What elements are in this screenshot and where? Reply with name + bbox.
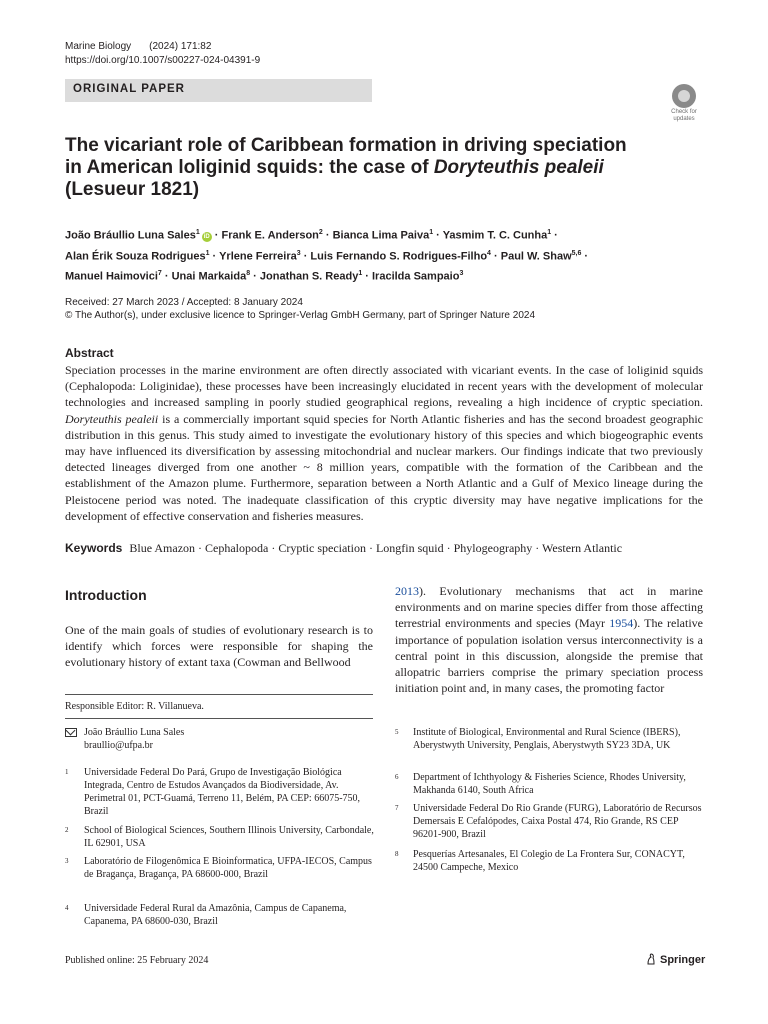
author-name: Unai Markaida [171, 270, 247, 283]
affiliation-number: 5 [395, 728, 399, 736]
footnote-divider-2 [65, 718, 373, 719]
footnote-divider [65, 694, 373, 695]
submission-dates: Received: 27 March 2023 / Accepted: 8 January 2024 [65, 297, 303, 308]
author-affiliation: 3 [296, 249, 301, 257]
keywords-label: Keywords [65, 541, 123, 555]
title-species: Doryteuthis pealeii [433, 157, 604, 178]
author-affiliation: 4 [487, 249, 491, 257]
author-name: Yrlene Ferreira [219, 250, 297, 263]
author-name: Paul W. Shaw [500, 250, 572, 263]
author-name: Iracilda Sampaio [372, 270, 460, 283]
publisher-logo [646, 953, 705, 966]
citation-link-2013[interactable]: 2013 [395, 584, 419, 598]
author-affiliation: 1 [205, 249, 210, 257]
affiliation-text: Institute of Biological, Environmental and Rural Science (IBERS), Aberystwyth University, Penglais, Aberystwyth SY23 3DA, UK [413, 727, 681, 751]
keywords [65, 541, 705, 556]
publisher-name: Springer [660, 954, 706, 966]
author-affiliation: 1 [429, 229, 434, 236]
affiliation-number: 7 [395, 804, 399, 812]
abstract-species: Doryteuthis pealeii [65, 411, 159, 426]
author-affiliation: 1 [195, 229, 200, 236]
affiliation-number: 2 [65, 826, 69, 834]
envelope-icon [65, 728, 77, 737]
check-updates-icon [672, 84, 696, 108]
author-affiliation: 7 [157, 270, 162, 278]
journal-name: Marine Biology [65, 41, 132, 52]
correspondence-email[interactable]: braullio@ufpa.br [84, 740, 153, 751]
affiliation-text: Universidade Federal Rural da Amazônia, Campus de Capanema, Capanema, PA 68600-030, Brazil [84, 903, 347, 927]
affiliation-text: Universidade Federal Do Pará, Grupo de Investigação Biológica Integrada, Centro de Estudos Avançados da Biodiversidade, Av. Perimetral 01, PCT-Guamá, Terreno 11, Belém, PA CEP: 66075-750, Brazil [84, 767, 361, 817]
check-updates-text: Check for updates [671, 109, 697, 122]
affiliation-number: 8 [395, 850, 399, 858]
author-name: Manuel Haimovici [65, 270, 158, 283]
introduction-heading: Introduction [65, 587, 147, 603]
introduction-left-column: One of the main goals of studies of evolutionary research is to identify which forces were responsible for shaping the evolutionary history of extant taxa (Cowman and Bellwood [65, 623, 373, 670]
affiliation-text: Laboratório de Filogenômica E Bioinformatica, UFPA-IECOS, Campus de Bragança, Bragança, PA 68600-000, Brazil [84, 856, 372, 880]
author-affiliation: 1 [547, 229, 552, 236]
affiliation-text: Department of Ichthyology & Fisheries Science, Rhodes University, Makhanda 6140, South Africa [413, 772, 686, 796]
author-affiliation: 1 [358, 270, 363, 278]
correspondence-name: João Bráullio Luna Sales [84, 727, 185, 738]
author-name: Jonathan S. Ready [259, 270, 359, 283]
author-affiliation: 8 [246, 270, 251, 278]
springer-horse-icon [646, 953, 656, 965]
correspondence-block [84, 726, 184, 752]
author-line-1: João Bráullio Luna Sales$^1$iD · Frank E. Anderson$^2$ · Bianca Lima Paiva$^1$ · Yasmim T. C. Cunha$^1$ · [65, 229, 558, 242]
citation-link-1954[interactable]: 1954 [609, 616, 634, 631]
author-line-3: Manuel Haimovici$^7$ · Unai Markaida$^8$ · Jonathan S. Ready$^1$ · Iracilda Sampaio$^3$ [65, 270, 464, 283]
paper-type-label: ORIGINAL PAPER [73, 83, 185, 95]
affiliation-number: 6 [395, 773, 399, 781]
journal-volume: (2024) 171:82 [149, 41, 212, 52]
author-name: Yasmim T. C. Cunha [442, 229, 548, 242]
introduction-right-column: 2013). Evolutionary mechanisms that act in marine environments and on marine species differ from those affecting terrestrial environments and species (Mayr 1954). The relative importance of population isolation versus interconnectivity is a central point in this discussion, alongside the premise that allopatric barriers comprise the primary speciation process initiation point and, in many cases, the promoting factor [395, 584, 703, 696]
affiliation-number: 4 [65, 904, 69, 912]
paper-title: The vicariant role of Caribbean formation in driving speciation in American loliginid squids: the case of Doryteuthis pealeii (Lesueur 1821) [65, 135, 627, 200]
paper-type-banner [65, 79, 372, 102]
author-affiliation: 3 [459, 270, 464, 278]
doi-link[interactable]: https://doi.org/10.1007/s00227-024-04391-9 [65, 55, 261, 66]
journal-citation [65, 41, 211, 52]
author-name: João Bráullio Luna Sales [65, 229, 196, 242]
check-for-updates-badge[interactable] [664, 84, 704, 124]
author-name: Luis Fernando S. Rodrigues-Filho [310, 250, 488, 263]
affiliation-number: 3 [65, 857, 69, 865]
affiliation-text: School of Biological Sciences, Southern Illinois University, Carbondale, IL 62901, USA [84, 825, 374, 849]
author-name: Bianca Lima Paiva [332, 229, 430, 242]
abstract-heading: Abstract [65, 346, 114, 360]
orcid-icon[interactable]: iD [203, 233, 210, 240]
responsible-editor: Responsible Editor: R. Villanueva. [65, 701, 204, 712]
published-online-date: Published online: 25 February 2024 [65, 955, 209, 966]
author-affiliation: 5,6 [571, 249, 582, 257]
author-name: Alan Érik Souza Rodrigues [65, 250, 206, 263]
abstract-text: Speciation processes in the marine environment are often directly associated with vicariant events. In the case of loliginid squids (Cephalopoda: Loliginidae), these processes have been increasingly elucidated in recent years with the development of molecular technologies and increased sampling in poorly studied geographical regions, revealing a high incidence of cryptic speciation. Doryteuthis pealeii is a commercially important squid species for North Atlantic fisheries and has the second broadest geographic distribution in this genus. This study aimed to investigate the evolutionary history of this species and which biogeographic events may have influenced its diversification by assessing mitochondrial and nuclear markers. Our findings indicate that two previously detected lineages diverged from one another ~ 8 million years, compatible with the formation of the Caribbean and the establishment of the Amazon plume. Furthermore, separation between a North Atlantic and a Gulf of Mexico lineage during the Pleistocene period was noted. The inadequate classification of this cryptic diversity may have negative implications for the development of effective conservation and fisheries measures. [65, 363, 703, 523]
author-name: Frank E. Anderson [221, 229, 319, 242]
author-affiliation: 2 [318, 229, 323, 236]
author-line-2: Alan Érik Souza Rodrigues$^1$ · Yrlene Ferreira$^3$ · Luis Fernando S. Rodrigues-Filho$^4$ · Paul W. Shaw$^{5,6}$ · [65, 249, 589, 263]
keywords-list: Blue Amazon · Cephalopoda · Cryptic speciation · Longfin squid · Phylogeography · Western Atlantic [129, 541, 623, 555]
affiliation-text: Universidade Federal Do Rio Grande (FURG), Laboratório de Recursos Demersais E Cefalópodes, Caixa Postal 474, Rio Grande, RS CEP 96201-900, Brazil [413, 803, 702, 840]
affiliation-text: Pesquerías Artesanales, El Colegio de La Frontera Sur, CONACYT, 24500 Campeche, Mexico [413, 849, 685, 873]
affiliation-number: 1 [65, 768, 69, 776]
copyright-notice: © The Author(s), under exclusive licence to Springer-Verlag GmbH Germany, part of Springer Nature 2024 [65, 310, 535, 321]
author-list [65, 224, 715, 286]
